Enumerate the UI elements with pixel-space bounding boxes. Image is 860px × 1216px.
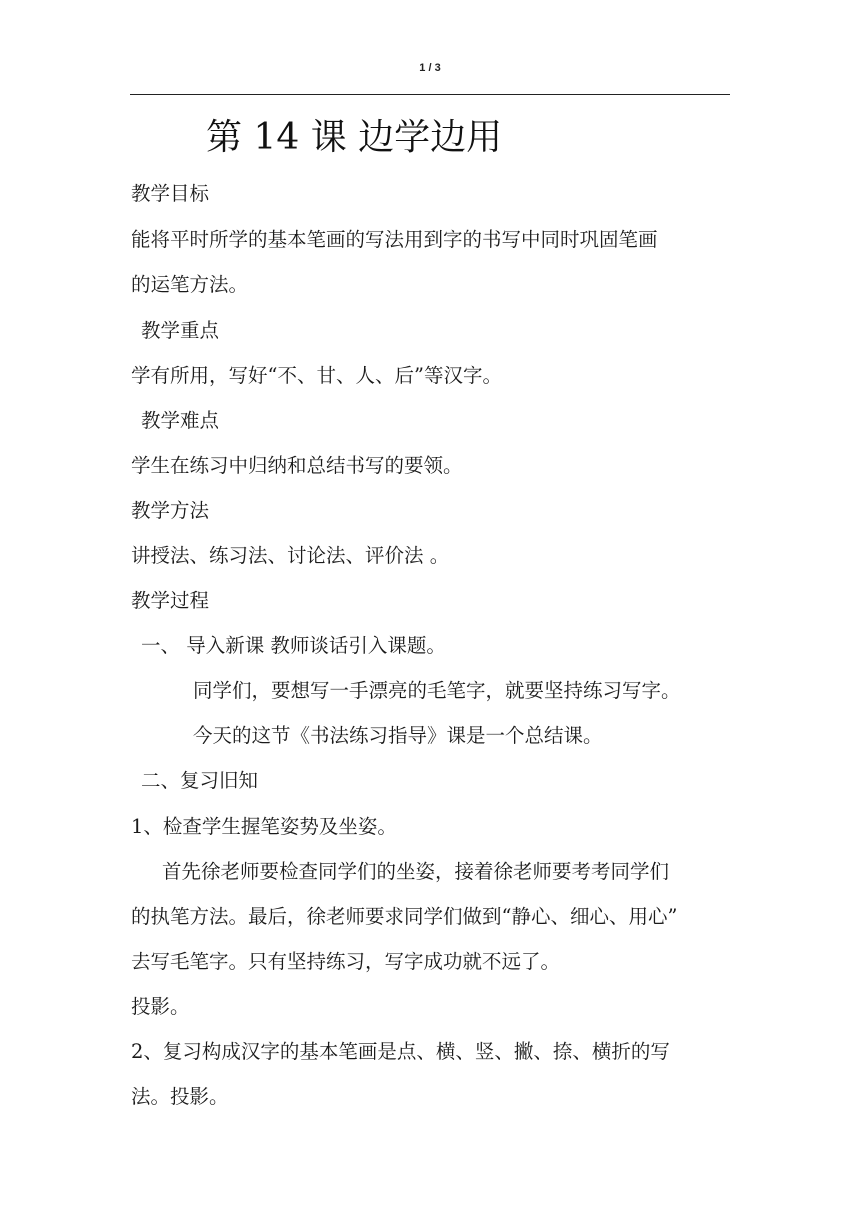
step-1-text-line-1: 同学们，要想写一手漂亮的毛笔字，就要坚持练习写字。 xyxy=(193,679,681,702)
review-item-1-text-line-1: 首先徐老师要检查同学们的坐姿，接着徐老师要考考同学们 xyxy=(162,860,670,883)
review-item-2-line-1: 2、复习构成汉字的基本笔画是点、横、竖、撇、捺、横折的写 xyxy=(131,1040,670,1063)
review-item-2-line-2: 法。投影。 xyxy=(131,1085,229,1108)
process-step-2: 二、复习旧知 xyxy=(141,769,259,792)
review-item-1: 1、检查学生握笔姿势及坐姿。 xyxy=(131,815,397,838)
methods-text: 讲授法、练习法、讨论法、评价法 。 xyxy=(131,544,450,567)
focus-text: 学有所用，写好“不、甘、人、后”等汉字。 xyxy=(131,364,502,387)
lesson-title: 第 14 课 边学边用 xyxy=(206,117,503,158)
review-item-1-text-line-3: 去写毛笔字。只有坚持练习，写字成功就不远了。 xyxy=(131,950,561,973)
goal-text-line-1: 能将平时所学的基本笔画的写法用到字的书写中同时巩固笔画 xyxy=(131,228,658,251)
page-number: 1 / 3 xyxy=(419,62,441,74)
heading-teaching-difficulty: 教学难点 xyxy=(141,409,220,432)
heading-teaching-focus: 教学重点 xyxy=(141,319,220,342)
review-item-1-text-line-2: 的执笔方法。最后，徐老师要求同学们做到“静心、细心、用心” xyxy=(131,905,678,928)
heading-teaching-methods: 教学方法 xyxy=(131,499,210,522)
step-1-text-line-2: 今天的这节《书法练习指导》课是一个总结课。 xyxy=(193,724,603,747)
heading-teaching-goals: 教学目标 xyxy=(131,182,210,205)
projection-note: 投影。 xyxy=(131,995,190,1018)
process-step-1: 一、 导入新课 教师谈话引入课题。 xyxy=(141,634,446,657)
goal-text-line-2: 的运笔方法。 xyxy=(131,273,249,296)
header-rule xyxy=(130,94,730,95)
heading-teaching-process: 教学过程 xyxy=(131,589,210,612)
difficulty-text: 学生在练习中归纳和总结书写的要领。 xyxy=(131,454,463,477)
